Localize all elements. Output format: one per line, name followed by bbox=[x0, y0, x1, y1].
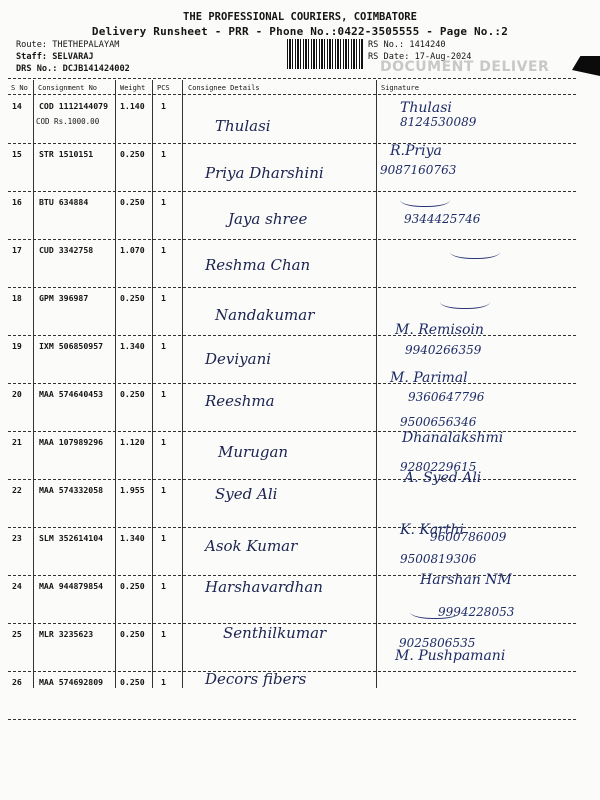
row-sno: 19 bbox=[12, 341, 22, 351]
signature-phone: 9025806535 bbox=[399, 636, 476, 650]
drs-number: DRS No.: DCJB141424002 bbox=[16, 64, 130, 74]
row-pcs: 1 bbox=[161, 581, 166, 591]
row-pcs: 1 bbox=[161, 149, 166, 159]
row-weight: 1.955 bbox=[120, 485, 145, 495]
row-pcs: 1 bbox=[161, 533, 166, 543]
row-sno: 25 bbox=[12, 629, 22, 639]
signature-scribble bbox=[400, 192, 450, 207]
header-bottom-line bbox=[8, 94, 576, 95]
barcode bbox=[287, 39, 363, 69]
signature-handwriting: M. Pushpamani bbox=[395, 648, 506, 664]
row-weight: 1.120 bbox=[120, 437, 145, 447]
row-weight: 0.250 bbox=[120, 629, 145, 639]
row-sno: 14 bbox=[12, 101, 22, 111]
row-pcs: 1 bbox=[161, 389, 166, 399]
row-pcs: 1 bbox=[161, 245, 166, 255]
row-sno: 16 bbox=[12, 197, 22, 207]
signature-phone: 9280229615 bbox=[400, 460, 477, 474]
consignee-handwriting: Syed Ali bbox=[215, 485, 278, 503]
row-separator bbox=[8, 335, 576, 336]
signature-phone: 9500819306 bbox=[400, 552, 477, 566]
route: Route: THETHEPALAYAM bbox=[16, 40, 120, 50]
col-sno: S No bbox=[11, 84, 28, 92]
row-sno: 22 bbox=[12, 485, 22, 495]
row-pcs: 1 bbox=[161, 437, 166, 447]
row-sno: 26 bbox=[12, 677, 22, 687]
page-corner-shadow bbox=[572, 56, 600, 76]
signature-handwriting: A. Syed Ali bbox=[404, 470, 482, 486]
row-weight: 0.250 bbox=[120, 197, 145, 207]
runsheet-title: Delivery Runsheet - PRR - Phone No.:0422-3505555 - Page No.:2 bbox=[91, 25, 509, 38]
col-consignment: Consignment No bbox=[38, 84, 98, 92]
table-row bbox=[8, 385, 578, 433]
consignee-handwriting: Thulasi bbox=[215, 117, 271, 135]
row-consignment: BTU 634884 bbox=[39, 197, 89, 207]
row-weight: 1.140 bbox=[120, 101, 145, 111]
signature-handwriting: M. Remisoin bbox=[395, 322, 484, 338]
row-sno: 20 bbox=[12, 389, 22, 399]
row-weight: 0.250 bbox=[120, 149, 145, 159]
consignee-handwriting: Murugan bbox=[218, 443, 289, 461]
signature-phone: 9360647796 bbox=[408, 390, 485, 404]
signature-handwriting: Thulasi bbox=[400, 100, 452, 116]
consignee-handwriting: Asok Kumar bbox=[205, 537, 298, 555]
row-consignment: GPM 396987 bbox=[39, 293, 89, 303]
col-weight: Weight bbox=[120, 84, 146, 92]
row-sno: 21 bbox=[12, 437, 22, 447]
row-sno: 23 bbox=[12, 533, 22, 543]
consignee-handwriting: Nandakumar bbox=[215, 306, 315, 324]
row-consignment: MAA 574692809 bbox=[39, 677, 104, 687]
table-top-line bbox=[8, 78, 576, 79]
row-consignment: MAA 574332058 bbox=[39, 485, 104, 495]
consignee-handwriting: Decors fibers bbox=[205, 670, 307, 688]
signature-phone: 9940266359 bbox=[405, 343, 482, 357]
row-pcs: 1 bbox=[161, 293, 166, 303]
row-separator bbox=[8, 239, 576, 240]
row-weight: 0.250 bbox=[120, 677, 145, 687]
document-delivered-stamp: DOCUMENT DELIVER bbox=[380, 59, 550, 75]
signature-phone: 9087160763 bbox=[380, 163, 457, 177]
table-row bbox=[8, 481, 578, 529]
company-name: THE PROFESSIONAL COURIERS, COIMBATORE bbox=[183, 11, 417, 23]
rs-date: RS Date: 17-Aug-2024 bbox=[368, 52, 472, 62]
row-weight: 1.070 bbox=[120, 245, 145, 255]
row-pcs: 1 bbox=[161, 629, 166, 639]
signature-scribble bbox=[450, 244, 500, 259]
row-pcs: 1 bbox=[161, 677, 166, 687]
consignee-handwriting: Reeshma bbox=[205, 392, 275, 410]
signature-phone: 9500656346 bbox=[400, 415, 477, 429]
row-separator bbox=[8, 191, 576, 192]
row-consignment: IXM 506850957 bbox=[39, 341, 104, 351]
row-consignment: MAA 107989296 bbox=[39, 437, 104, 447]
col-pcs: PCS bbox=[157, 84, 170, 92]
row-consignment: CUD 3342758 bbox=[39, 245, 94, 255]
row-pcs: 1 bbox=[161, 485, 166, 495]
row-separator bbox=[8, 719, 576, 720]
consignee-handwriting: Priya Dharshini bbox=[205, 164, 324, 182]
signature-phone: 9994228053 bbox=[438, 605, 515, 619]
row-weight: 0.250 bbox=[120, 293, 145, 303]
signature-handwriting: Dhanalakshmi bbox=[402, 430, 504, 446]
row-sno: 15 bbox=[12, 149, 22, 159]
row-sno: 17 bbox=[12, 245, 22, 255]
consignee-handwriting: Jaya shree bbox=[228, 210, 308, 228]
row-sno: 24 bbox=[12, 581, 22, 591]
row-separator bbox=[8, 287, 576, 288]
row-consignment: MAA 574640453 bbox=[39, 389, 104, 399]
row-separator bbox=[8, 143, 576, 144]
signature-handwriting: M. Parimal bbox=[390, 370, 468, 386]
signature-handwriting: Harshan NM bbox=[420, 572, 512, 588]
signature-phone: 9344425746 bbox=[404, 212, 481, 226]
table-row bbox=[8, 97, 578, 145]
row-weight: 0.250 bbox=[120, 389, 145, 399]
row-pcs: 1 bbox=[161, 197, 166, 207]
row-weight: 0.250 bbox=[120, 581, 145, 591]
consignee-handwriting: Reshma Chan bbox=[205, 256, 311, 274]
signature-phone: 9600786009 bbox=[430, 530, 507, 544]
row-pcs: 1 bbox=[161, 101, 166, 111]
row-weight: 1.340 bbox=[120, 341, 145, 351]
staff: Staff: SELVARAJ bbox=[16, 52, 94, 62]
table-row bbox=[8, 337, 578, 385]
signature-handwriting: K. Karthi bbox=[400, 522, 464, 538]
consignee-handwriting: Harshavardhan bbox=[205, 578, 323, 596]
row-consignment: STR 1510151 bbox=[39, 149, 94, 159]
row-consignment: SLM 352614104 bbox=[39, 533, 104, 543]
row-consignment: MLR 3235623 bbox=[39, 629, 94, 639]
signature-scribble bbox=[440, 294, 490, 309]
row-consignment: MAA 944879854 bbox=[39, 581, 104, 591]
consignee-handwriting: Deviyani bbox=[205, 350, 272, 368]
signature-handwriting: R.Priya bbox=[390, 143, 442, 159]
row-separator bbox=[8, 527, 576, 528]
col-signature: Signature bbox=[381, 84, 419, 92]
row-separator bbox=[8, 479, 576, 480]
col-consignee: Consignee Details bbox=[188, 84, 260, 92]
row-weight: 1.340 bbox=[120, 533, 145, 543]
rs-number: RS No.: 1414240 bbox=[368, 40, 446, 50]
signature-phone: 8124530089 bbox=[400, 115, 477, 129]
consignee-handwriting: Senthilkumar bbox=[223, 624, 327, 642]
row-cod-amount: COD Rs.1000.00 bbox=[36, 117, 100, 126]
row-sno: 18 bbox=[12, 293, 22, 303]
row-pcs: 1 bbox=[161, 341, 166, 351]
row-separator bbox=[8, 383, 576, 384]
row-consignment: COD 1112144079 bbox=[39, 101, 109, 111]
